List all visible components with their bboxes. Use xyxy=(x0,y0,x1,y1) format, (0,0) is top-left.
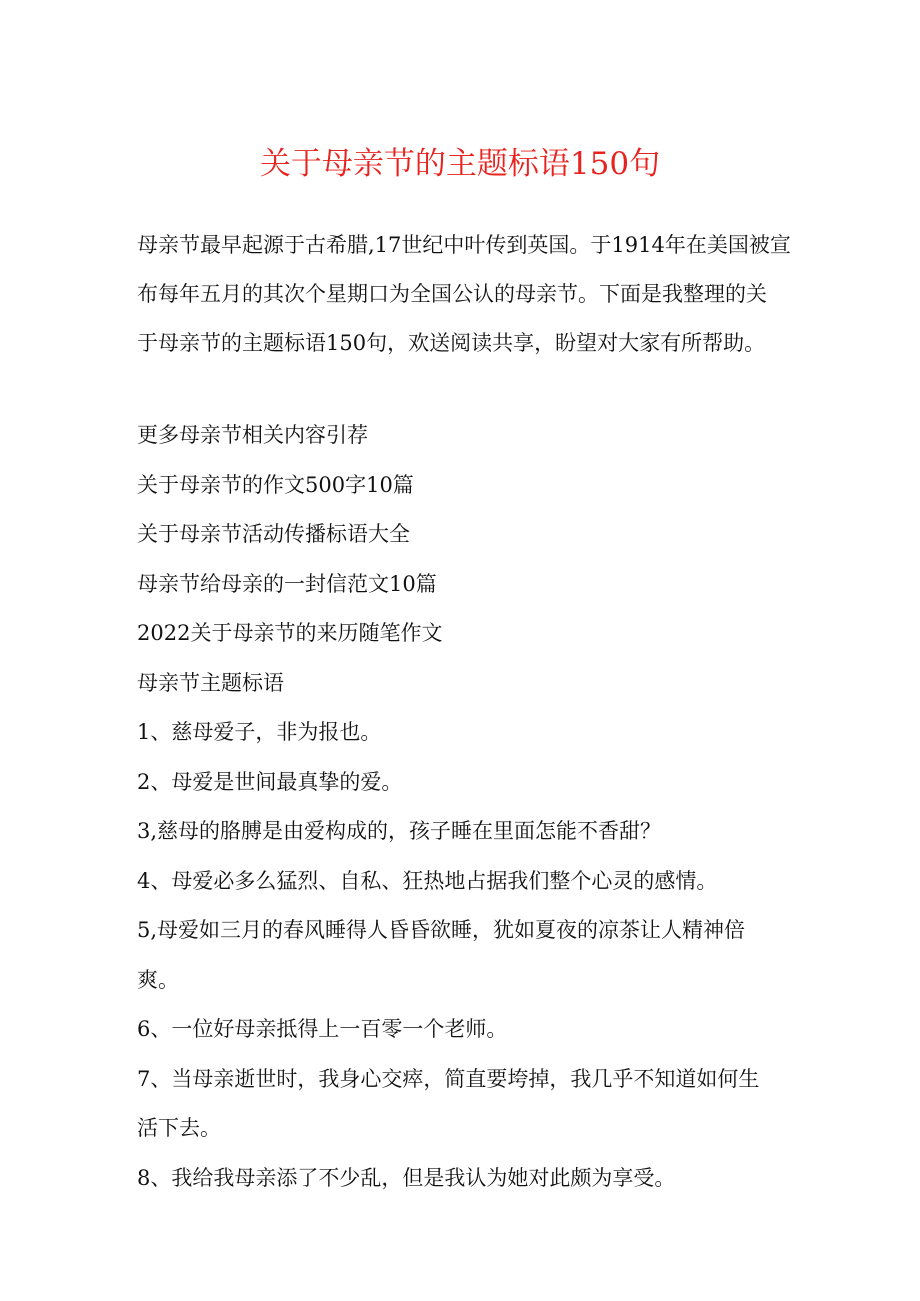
section-heading: 母亲节主题标语 xyxy=(137,670,284,695)
slogan-line: 3,慈母的胳膊是由爱构成的，孩子睡在里面怎能不香甜？ xyxy=(137,819,662,843)
slogan-line: 6、一位好母亲抵得上一百零一个老师。 xyxy=(137,1017,508,1041)
slogan-line: 2、母爱是世间最真挚的爱。 xyxy=(137,769,403,794)
document-body xyxy=(137,411,797,1203)
related-heading: 更多母亲节相关内容引荐 xyxy=(137,423,368,447)
slogan-line: 4、母爱必多么猛烈、自私、狂热地占据我们整个心灵的感情。 xyxy=(137,868,718,893)
slogan-line: 8、我给我母亲添了不少乱，但是我认为她对此颇为享受。 xyxy=(137,1165,676,1190)
related-link[interactable]: 关于母亲节活动传播标语大全 xyxy=(137,522,410,546)
intro-line: 母亲节最早起源于古希腊,17世纪中叶传到英国。于1914年在美国被宣 xyxy=(137,233,791,257)
document-title: 关于母亲节的主题标语150句 xyxy=(259,146,661,182)
slogan-line: 7、当母亲逝世时，我身心交瘁，简直要垮掉，我几乎不知道如何生 xyxy=(137,1066,760,1091)
intro-line: 布每年五月的其次个星期口为全国公认的母亲节。下面是我整理的关 xyxy=(137,282,767,306)
slogan-line: 1、慈母爱子，非为报也。 xyxy=(137,720,382,744)
slogan-line: 活下去。 xyxy=(137,1116,221,1140)
related-link[interactable]: 2022关于母亲节的来历随笔作文 xyxy=(137,621,443,645)
intro-line: 于母亲节的主题标语150句，欢送阅读共享，盼望对大家有所帮助。 xyxy=(137,331,766,355)
slogan-line: 爽。 xyxy=(137,967,179,992)
related-link[interactable]: 关于母亲节的作文500字10篇 xyxy=(137,472,414,497)
related-link[interactable]: 母亲节给母亲的一封信范文10篇 xyxy=(137,571,437,596)
slogan-line: 5,母爱如三月的春风睡得人昏昏欲睡，犹如夏夜的凉茶让人精神倍 xyxy=(137,918,746,942)
intro-paragraph xyxy=(137,221,797,368)
